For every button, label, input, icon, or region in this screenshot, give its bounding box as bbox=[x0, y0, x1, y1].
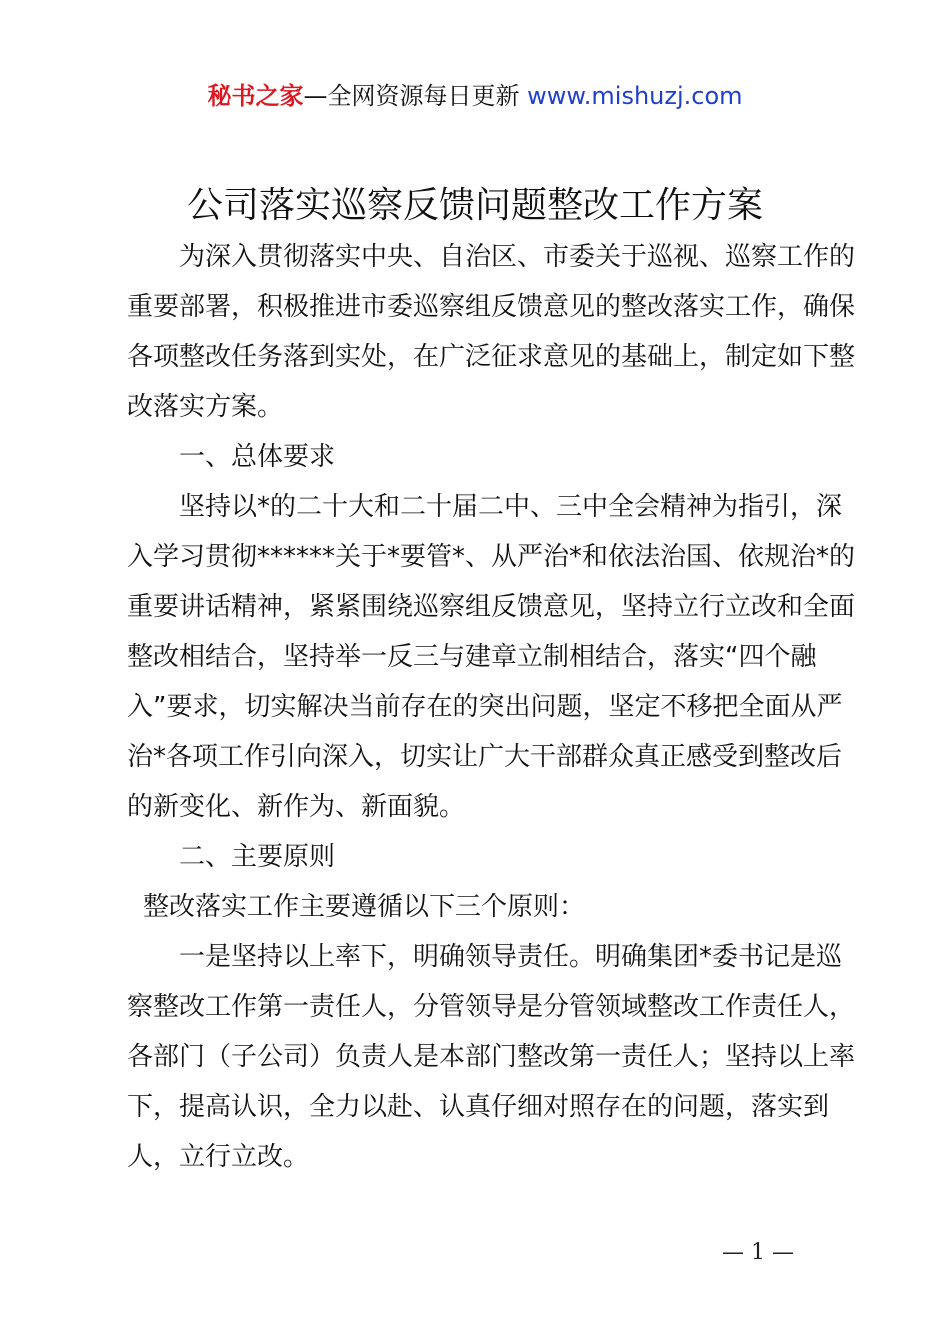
document-title: 公司落实巡察反馈问题整改工作方案 bbox=[186, 185, 763, 226]
banner-slogan: —全网资源每日更新 bbox=[303, 82, 528, 110]
general-requirements-paragraph: 坚持以*的二十大和二十届二中、三中全会精神为指引，深入学习贯彻******关于*要管*、从严治*和依法治国、依规治*的重要讲话精神，紧紧围绕巡察组反馈意见，坚持立行立改和全面整改相结合，坚持举一反三与建章立制相结合，落实“四个融入”要求，切实解决当前存在的突出问题，坚定不移把全面从严治*各项工作引向深入，切实让广大干部群众真正感受到整改后的新变化、新作为、新面貌。 bbox=[127, 492, 856, 822]
principles-intro-line: 整改落实工作主要遵循以下三个原则： bbox=[143, 892, 586, 922]
section-heading-general-requirements: 一、总体要求 bbox=[179, 442, 336, 472]
section-heading-main-principles: 二、主要原则 bbox=[179, 842, 336, 872]
site-url-link[interactable]: www.mishuzj.com bbox=[527, 82, 743, 110]
intro-paragraph: 为深入贯彻落实中央、自治区、市委关于巡视、巡察工作的重要部署，积极推进市委巡察组反馈意见的整改落实工作，确保各项整改任务落到实处，在广泛征求意见的基础上，制定如下整改落实方案。 bbox=[127, 242, 856, 422]
brand-name: 秘书之家 bbox=[207, 82, 304, 110]
page-number: — 1 — bbox=[722, 1240, 794, 1265]
site-banner bbox=[0, 80, 950, 112]
document-body bbox=[127, 232, 855, 1182]
principle-one-paragraph: 一是坚持以上率下，明确领导责任。明确集团*委书记是巡察整改工作第一责任人，分管领导是分管领域整改工作责任人，各部门（子公司）负责人是本部门整改第一责任人；坚持以上率下，提高认识，全力以赴、认真仔细对照存在的问题，落实到人，立行立改。 bbox=[127, 942, 856, 1172]
